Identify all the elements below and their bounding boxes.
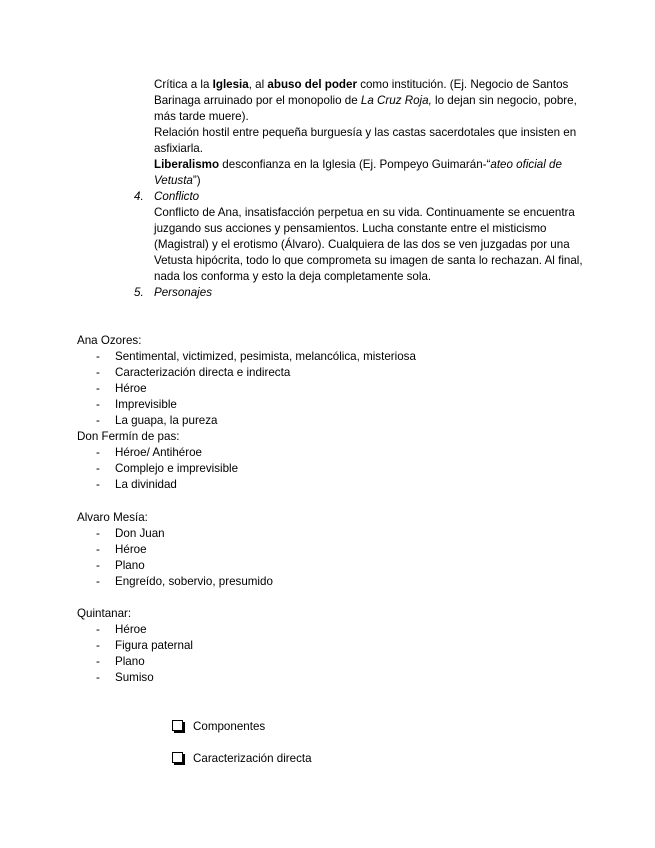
- character-quintanar: [77, 606, 497, 686]
- list-item: - Engreído, sobervio, presumido: [96, 575, 273, 588]
- conflict-paragraph: Conflicto de Ana, insatisfacción perpetua en su vida. Continuamente se encuentra juzgando sus acciones y pensamientos. Lucha constante entre el misticismo (Magistral) y el erotismo (Álvaro). Cualquiera de las dos se ven juzgadas por una Vetusta hipócrita, todo lo que comprometa su imagen de santa lo rechazan. Al final, nada los conforma y esto la deja completamente sola.: [154, 206, 583, 283]
- character-alvaro: [77, 510, 497, 590]
- checkbox-icon: [172, 720, 183, 731]
- checkbox-icon: [172, 752, 183, 763]
- character-name: Ana Ozores:: [77, 334, 142, 347]
- list-item: - Sentimental, victimized, pesimista, melancólica, misteriosa: [96, 350, 416, 363]
- item-personajes: 5. Personajes: [134, 286, 213, 299]
- item-conflicto: 4. Conflicto: [134, 190, 200, 203]
- list-item: - Héroe/ Antihéroe: [96, 446, 203, 459]
- list-item: - Imprevisible: [96, 398, 177, 411]
- list-item: - La guapa, la pureza: [96, 414, 218, 427]
- character-name: Don Fermín de pas:: [77, 430, 180, 443]
- trait-list: [77, 622, 497, 686]
- trait-list: [77, 526, 497, 590]
- list-item: - Figura paternal: [96, 639, 193, 652]
- intro-block: [134, 77, 584, 301]
- critica-paragraph: Crítica a la Iglesia, al abuso del poder como institución. (Ej. Negocio de Santos Barinaga arruinado por el monopolio de La Cruz Roja, lo dejan sin negocio, pobre, más tarde muere).: [154, 78, 577, 123]
- character-ana: [77, 333, 497, 493]
- list-item: - Héroe: [96, 623, 147, 636]
- list-item: - La divinidad: [96, 478, 177, 491]
- trait-list: [77, 445, 497, 493]
- trait-list: [77, 349, 497, 429]
- list-item: - Plano: [96, 655, 145, 668]
- list-item: - Sumiso: [96, 671, 154, 684]
- list-item: - Don Juan: [96, 527, 165, 540]
- character-name: Quintanar:: [77, 607, 132, 620]
- list-item: - Complejo e imprevisible: [96, 462, 239, 475]
- list-item: - Caracterización directa e indirecta: [96, 366, 291, 379]
- list-item: - Plano: [96, 559, 145, 572]
- relacion-paragraph: Relación hostil entre pequeña burguesía y las castas sacerdotales que insisten en asfixiarla.: [154, 126, 577, 155]
- liberalismo-paragraph: Liberalismo desconfianza en la Iglesia (Ej. Pompeyo Guimarán-“ateo oficial de Vetusta”): [154, 158, 562, 187]
- list-item: - Héroe: [96, 382, 147, 395]
- checklist-item-componentes: Componentes: [172, 719, 265, 735]
- checklist-item-caracterizacion: Caracterización directa: [172, 751, 312, 767]
- list-item: - Héroe: [96, 543, 147, 556]
- character-name: Alvaro Mesía:: [77, 511, 148, 524]
